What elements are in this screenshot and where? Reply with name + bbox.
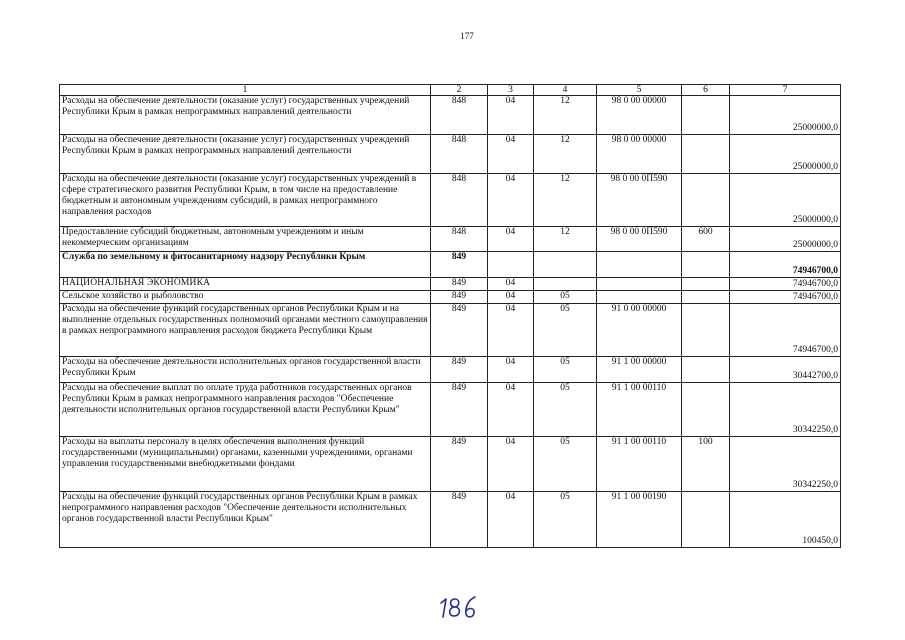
- table-row: [60, 96, 841, 135]
- row-name: НАЦИОНАЛЬНАЯ ЭКОНОМИКА: [60, 278, 431, 291]
- row-sum: 25000000,0: [730, 174, 841, 227]
- row-rz: 04: [488, 437, 534, 492]
- row-grbs: 849: [431, 291, 488, 304]
- row-name: Служба по земельному и фитосанитарному надзору Республики Крым: [60, 252, 431, 278]
- row-csr: [597, 252, 682, 278]
- row-vr: [682, 252, 730, 278]
- row-grbs: 849: [431, 492, 488, 548]
- row-vr: [682, 304, 730, 357]
- row-sum: 74946700,0: [730, 278, 841, 291]
- row-sum: 25000000,0: [730, 227, 841, 252]
- row-csr: 91 1 00 00000: [597, 357, 682, 383]
- row-sum: 25000000,0: [730, 96, 841, 135]
- row-vr: [682, 383, 730, 437]
- row-csr: 98 0 00 00000: [597, 135, 682, 174]
- row-vr: [682, 278, 730, 291]
- row-name: Расходы на обеспечение функций государственных органов Республики Крым и на выполнение отдельных государственных полномочий органами местного самоуправления в рамках непрограммного направления расходов бюджета Республики Крым: [60, 304, 431, 357]
- row-sum: 30342250,0: [730, 437, 841, 492]
- row-sum: 30342250,0: [730, 383, 841, 437]
- row-grbs: 849: [431, 304, 488, 357]
- header-cell: 4: [534, 85, 597, 96]
- row-rz: 04: [488, 227, 534, 252]
- row-vr: 100: [682, 437, 730, 492]
- row-name: Расходы на выплаты персоналу в целях обеспечения выполнения функций государственными (муниципальными) органами, казенными учреждениями, органами управления государственными внебюджетными фондами: [60, 437, 431, 492]
- row-grbs: 849: [431, 437, 488, 492]
- row-pr: 05: [534, 383, 597, 437]
- page-number: 177: [460, 31, 474, 41]
- row-sum: 30442700,0: [730, 357, 841, 383]
- row-name: Расходы на обеспечение деятельности (оказание услуг) государственных учреждений в сфере стратегического развития Республики Крым, в том числе на предоставление бюджетным и автономным учреждениям субсидий, в рамках непрограммного направления расходов: [60, 174, 431, 227]
- row-csr: [597, 291, 682, 304]
- header-cell: 5: [597, 85, 682, 96]
- row-sum: 74946700,0: [730, 252, 841, 278]
- row-name: Расходы на обеспечение деятельности (оказание услуг) государственных учреждений Республики Крым в рамках непрограммных направлений деятельности: [60, 135, 431, 174]
- row-grbs: 848: [431, 227, 488, 252]
- row-rz: 04: [488, 174, 534, 227]
- table-row: [60, 437, 841, 492]
- row-csr: 98 0 00 0П590: [597, 174, 682, 227]
- row-name: Расходы на обеспечение деятельности исполнительных органов государственной власти Республики Крым: [60, 357, 431, 383]
- row-name: Расходы на обеспечение функций государственных органов Республики Крым в рамках непрограммного направления расходов "Обеспечение деятельности исполнительных органов государственной власти Республики Крым": [60, 492, 431, 548]
- header-cell: 7: [730, 85, 841, 96]
- row-csr: 98 0 00 0П590: [597, 227, 682, 252]
- table-row: [60, 174, 841, 227]
- row-pr: [534, 278, 597, 291]
- row-csr: 98 0 00 00000: [597, 96, 682, 135]
- row-rz: [488, 252, 534, 278]
- row-csr: 91 1 00 00110: [597, 383, 682, 437]
- table-row: [60, 278, 841, 291]
- row-grbs: 848: [431, 96, 488, 135]
- row-pr: 05: [534, 291, 597, 304]
- row-rz: 04: [488, 304, 534, 357]
- budget-table: [59, 84, 841, 548]
- row-sum: 74946700,0: [730, 291, 841, 304]
- row-pr: 12: [534, 174, 597, 227]
- table-row: [60, 304, 841, 357]
- header-cell: 1: [60, 85, 431, 96]
- row-name: Расходы на обеспечение выплат по оплате труда работников государственных органов Республики Крым в рамках непрограммного направления расходов "Обеспечение деятельности исполнительных органов государственной власти Республики Крым": [60, 383, 431, 437]
- table-row: [60, 135, 841, 174]
- row-grbs: 849: [431, 252, 488, 278]
- row-pr: 12: [534, 96, 597, 135]
- row-pr: 05: [534, 492, 597, 548]
- table-row: [60, 291, 841, 304]
- row-pr: 05: [534, 304, 597, 357]
- row-rz: 04: [488, 357, 534, 383]
- row-pr: 12: [534, 227, 597, 252]
- row-rz: 04: [488, 96, 534, 135]
- row-rz: 04: [488, 278, 534, 291]
- row-name: Сельское хозяйство и рыболовство: [60, 291, 431, 304]
- row-pr: 12: [534, 135, 597, 174]
- row-vr: [682, 291, 730, 304]
- row-vr: [682, 492, 730, 548]
- row-pr: 05: [534, 357, 597, 383]
- row-vr: [682, 357, 730, 383]
- row-rz: 04: [488, 383, 534, 437]
- row-vr: [682, 174, 730, 227]
- row-grbs: 848: [431, 174, 488, 227]
- row-csr: [597, 278, 682, 291]
- header-cell: 2: [431, 85, 488, 96]
- row-pr: 05: [534, 437, 597, 492]
- row-grbs: 849: [431, 357, 488, 383]
- row-rz: 04: [488, 492, 534, 548]
- row-csr: 91 0 00 00000: [597, 304, 682, 357]
- row-grbs: 849: [431, 383, 488, 437]
- row-pr: [534, 252, 597, 278]
- row-sum: 100450,0: [730, 492, 841, 548]
- table-row: [60, 227, 841, 252]
- row-rz: 04: [488, 291, 534, 304]
- handwritten-page-number: [438, 594, 482, 620]
- row-vr: [682, 96, 730, 135]
- row-grbs: 848: [431, 135, 488, 174]
- table-row: [60, 252, 841, 278]
- row-csr: 91 1 00 00110: [597, 437, 682, 492]
- row-name: Предоставление субсидий бюджетным, автономным учреждениям и иным некоммерческим организациям: [60, 227, 431, 252]
- table-row: [60, 492, 841, 548]
- table-row: [60, 357, 841, 383]
- row-csr: 91 1 00 00190: [597, 492, 682, 548]
- row-vr: [682, 135, 730, 174]
- row-sum: 25000000,0: [730, 135, 841, 174]
- row-rz: 04: [488, 135, 534, 174]
- row-grbs: 849: [431, 278, 488, 291]
- header-cell: 6: [682, 85, 730, 96]
- header-cell: 3: [488, 85, 534, 96]
- row-name: Расходы на обеспечение деятельности (оказание услуг) государственных учреждений Республики Крым в рамках непрограммных направлений деятельности: [60, 96, 431, 135]
- table-row: [60, 383, 841, 437]
- header-row: [60, 85, 841, 96]
- row-vr: 600: [682, 227, 730, 252]
- row-sum: 74946700,0: [730, 304, 841, 357]
